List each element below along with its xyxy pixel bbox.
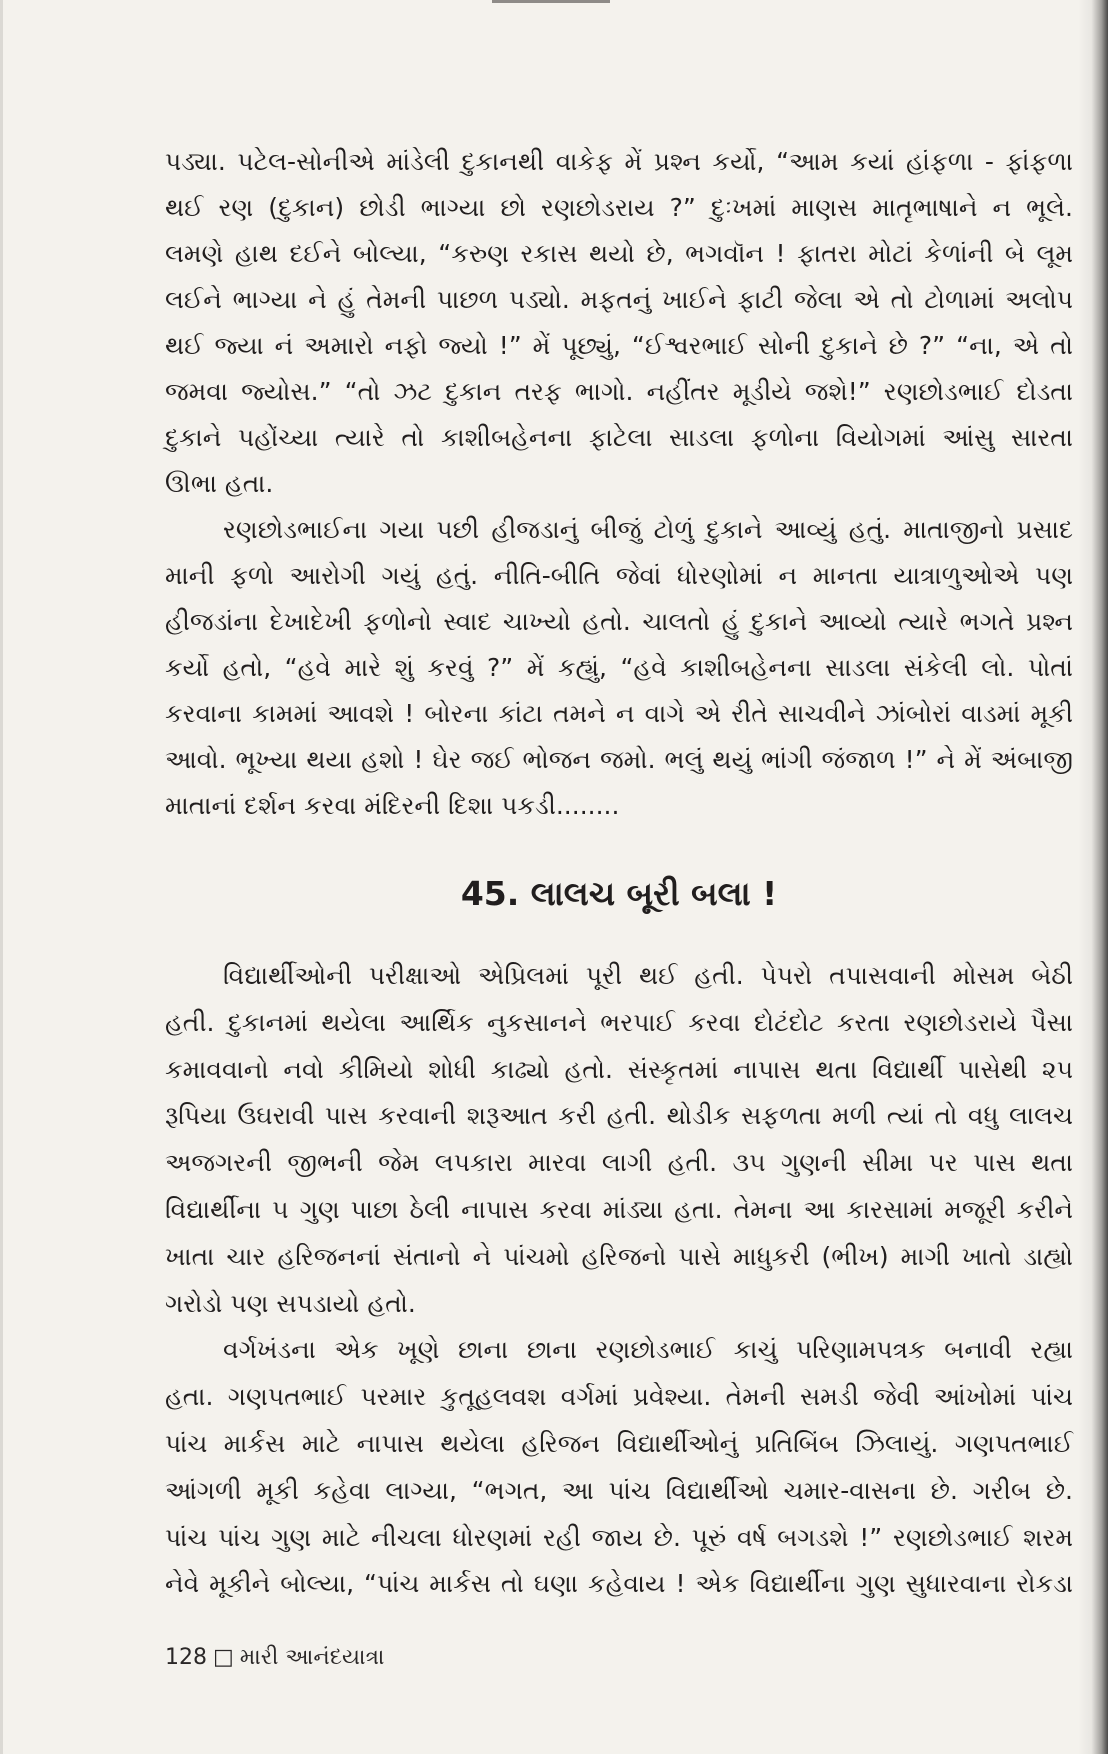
text-line: લમણે હાથ દઈને બોલ્યા, “કરુણ રકાસ થયો છે, ભગવૉન ! ફાતરા મોટાં કેળાંની બે લૂમ: [165, 239, 1073, 268]
text-line: વિદ્યાર્થીના ૫ ગુણ પાછા ઠેલી નાપાસ કરવા માંડ્યા હતા. તેમના આ કારસામાં મજૂરી કરીને: [165, 1194, 1073, 1224]
text-line: આંગળી મૂકી કહેવા લાગ્યા, “ભગત, આ પાંચ વિદ્યાર્થીઓ ચમાર-વાસના છે. ગરીબ છે.: [165, 1475, 1073, 1505]
text-line: અજગરની જીભની જેમ લપકારા મારવા લાગી હતી. ૩૫ ગુણની સીમા પર પાસ થતા: [165, 1148, 1073, 1178]
paragraph: [165, 1327, 1073, 1608]
page-footer: [165, 1643, 765, 1673]
text-line: ખાતા ચાર હરિજનનાં સંતાનો ને પાંચમો હરિજનો પાસે માધુકરી (ભીખ) માગી ખાતો ડાહ્યો: [165, 1241, 1073, 1271]
text-line: થઈ જ્યા નં અમારો નફો જ્યો !” મેં પૂછ્યું, “ઈશ્વરભાઈ સોની દુકાને છે ?” “ના, એ તો: [165, 331, 1073, 360]
chapter-heading: 45. લાલચ બૂરી બલા !: [460, 874, 778, 913]
top-scan-mark: [492, 0, 610, 3]
text-line: નેવે મૂકીને બોલ્યા, “પાંચ માર્કસ તો ઘણા કહેવાય ! એક વિદ્યાર્થીના ગુણ સુધારવાના રોકડા: [165, 1569, 1073, 1599]
text-line: હતી. દુકાનમાં થયેલા આર્થિક નુકસાનને ભરપાઈ કરવા દોટંદોટ કરતા રણછોડરાયે પૈસા: [165, 1007, 1073, 1037]
text-line: વિદ્યાર્થીઓની પરીક્ષાઓ એપ્રિલમાં પૂરી થઈ હતી. પેપરો તપાસવાની મોસમ બેઠી: [223, 961, 1073, 990]
paragraph: [165, 507, 1073, 829]
text-line: પાંચ માર્કસ માટે નાપાસ થયેલા હરિજન વિદ્યાર્થીઓનું પ્રતિબિંબ ઝિલાયું. ગણપતભાઈ: [165, 1428, 1073, 1458]
text-line: પાંચ પાંચ ગુણ માટે નીચલા ધોરણમાં રહી જાય છે. પૂરું વર્ષ બગડશે !” રણછોડભાઈ શરમ: [165, 1522, 1073, 1552]
text-line: ગરોડો પણ સપડાયો હતો.: [165, 1288, 416, 1318]
paragraph: [165, 139, 1073, 507]
book-title: મારી આનંદયાત્રા: [239, 1645, 385, 1670]
text-line: કરવાના કામમાં આવશે ! બોરના કાંટા તમને ન વાગે એ રીતે સાચવીને ઝાંબોરાં વાડમાં મૂકી: [165, 699, 1073, 728]
text-line: પડ્યા. પટેલ-સોનીએ માંડેલી દુકાનથી વાકેફ મેં પ્રશ્ન કર્યો, “આમ કયાં હાંફળા - ફાંફળા: [165, 147, 1073, 176]
text-line: હતા. ગણપતભાઈ પરમાર કુતૂહલવશ વર્ગમાં પ્રવેશ્યા. તેમની સમડી જેવી આંખોમાં પાંચ: [165, 1382, 1073, 1412]
chapter-body: [165, 953, 1073, 1608]
separator-box-icon: □: [213, 1645, 234, 1670]
text-line: જમવા જ્યોસ.” “તો ઝટ દુકાન તરફ ભાગો. નહીંતર મૂડીયે જશે!” રણછોડભાઈ દોડતા: [165, 377, 1073, 406]
paragraph: [165, 953, 1073, 1327]
text-line: દુકાને પહોંચ્યા ત્યારે તો કાશીબહેનના ફાટેલા સાડલા ફળોના વિયોગમાં આંસુ સારતા: [165, 423, 1073, 452]
text-line: થઈ રણ (દુકાન) છોડી ભાગ્યા છો રણછોડરાય ?” દુઃખમાં માણસ માતૃભાષાને ન ભૂલે.: [165, 193, 1073, 222]
text-line: કમાવવાનો નવો કીમિયો શોધી કાઢ્યો હતો. સંસ્કૃતમાં નાપાસ થતા વિદ્યાર્થી પાસેથી ૨૫: [165, 1054, 1073, 1084]
page-left-edge: [0, 0, 3, 1754]
text-line: માની ફળો આરોગી ગયું હતું. નીતિ-બીતિ જેવાં ધોરણોમાં ન માનતા યાત્રાળુઓએ પણ: [165, 561, 1073, 590]
text-line: રૂપિયા ઉઘરાવી પાસ કરવાની શરૂઆત કરી હતી. થોડીક સફળતા મળી ત્યાં તો વધુ લાલચ: [165, 1101, 1073, 1131]
text-line: હીજડાંના દેખાદેખી ફળોનો સ્વાદ ચાખ્યો હતો. ચાલતો હું દુકાને આવ્યો ત્યારે ભગતે પ્રશ્ન: [165, 607, 1073, 636]
text-line: રણછોડભાઈના ગયા પછી હીજડાનું બીજું ટોળું દુકાને આવ્યું હતું. માતાજીનો પ્રસાદ: [223, 515, 1073, 544]
page-number: 128: [165, 1645, 207, 1670]
page-gutter-shadow: [1078, 0, 1108, 1754]
text-line: ઊભા હતા.: [165, 469, 274, 498]
text-line: લઈને ભાગ્યા ને હું તેમની પાછળ પડ્યો. મફતનું ખાઈને ફાટી જેલા એ તો ટોળામાં અલોપ: [165, 285, 1073, 314]
text-line: આવો. ભૂખ્યા થયા હશો ! ઘેર જઈ ભોજન જમો. ભલું થયું ભાંગી જંજાળ !” ને મેં અંબાજી: [165, 745, 1073, 774]
text-line: વર્ગખંડના એક ખૂણે છાના છાના રણછોડભાઈ કાચું પરિણામપત્રક બનાવી રહ્યા: [223, 1335, 1073, 1365]
text-line: કર્યો હતો, “હવે મારે શું કરવું ?” મેં કહ્યું, “હવે કાશીબહેનના સાડલા સંકેલી લો. પોતાં: [165, 653, 1073, 682]
continued-text: [165, 139, 1073, 829]
text-line: માતાનાં દર્શન કરવા મંદિરની દિશા પકડી........: [165, 791, 620, 820]
